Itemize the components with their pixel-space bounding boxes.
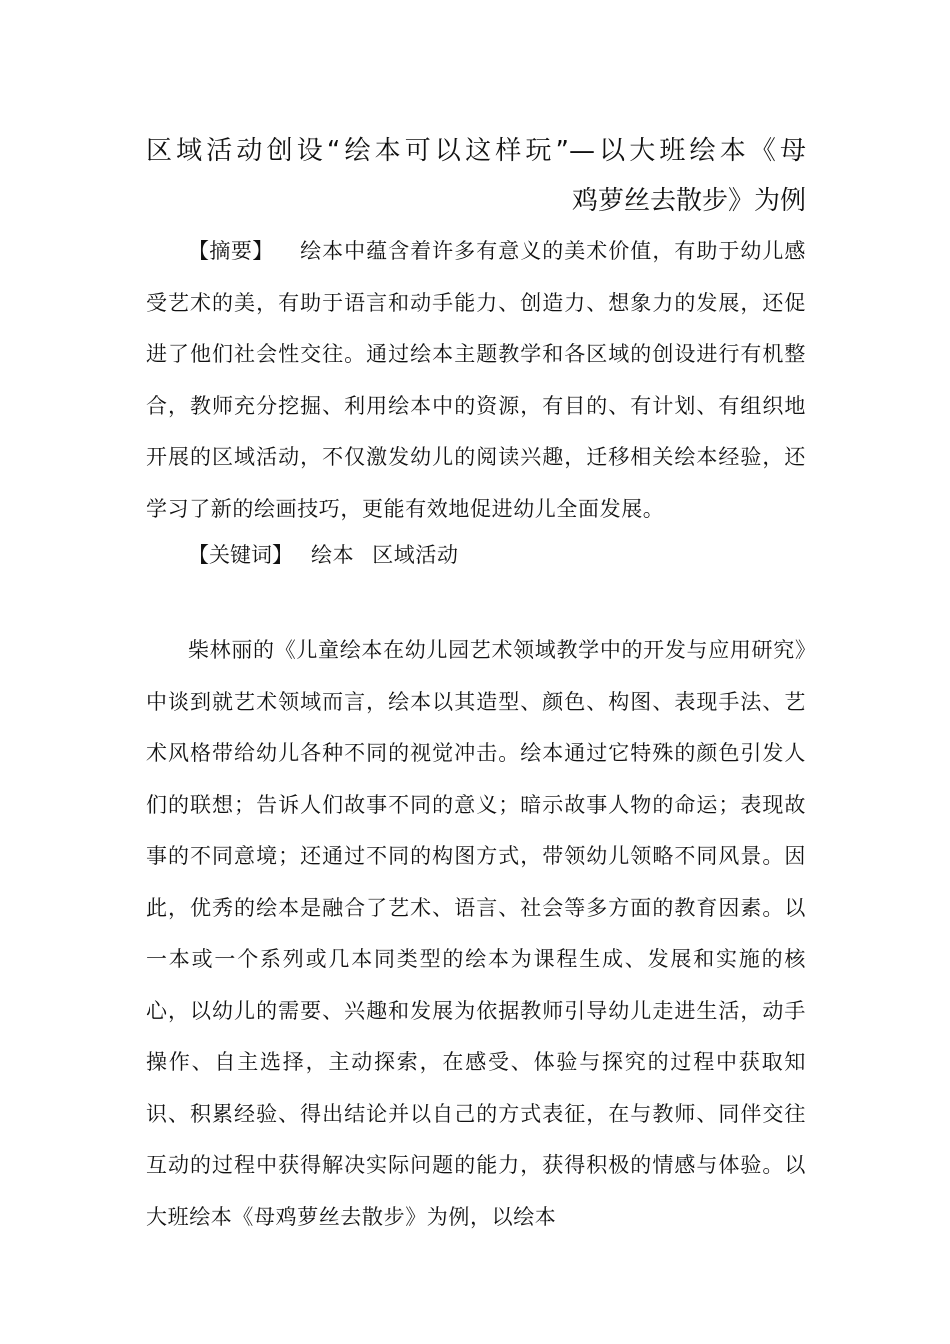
title-line-1: 区域活动创设“绘本可以这样玩”—以大班绘本《母	[146, 136, 806, 166]
document-title	[146, 126, 806, 226]
abstract-paragraph	[146, 226, 806, 535]
keyword-item: 绘本	[311, 543, 355, 567]
title-line-2: 鸡萝丝去散步》为例	[571, 186, 806, 216]
keywords-label: 【关键词】	[188, 543, 293, 567]
abstract-text: 绘本中蕴含着许多有意义的美术价值，有助于幼儿感受艺术的美，有助于语言和动手能力、创造力、想象力的发展，还促进了他们社会性交往。通过绘本主题教学和各区域的创设进行有机整合，教师充分挖掘、利用绘本中的资源，有目的、有计划、有组织地开展的区域活动，不仅激发幼儿的阅读兴趣，迁移相关绘本经验，还学习了新的绘画技巧，更能有效地促进幼儿全面发展。	[146, 239, 806, 521]
keywords-paragraph	[146, 530, 806, 582]
abstract-label: 【摘要】	[188, 239, 274, 263]
keyword-item: 区域活动	[372, 543, 459, 567]
body-paragraph: 柴林丽的《儿童绘本在幼儿园艺术领域教学中的开发与应用研究》中谈到就艺术领域而言，绘本以其造型、颜色、构图、表现手法、艺术风格带给幼儿各种不同的视觉冲击。绘本通过它特殊的颜色引发人们的联想；告诉人们故事不同的意义；暗示故事人物的命运；表现故事的不同意境；还通过不同的构图方式，带领幼儿领略不同风景。因此，优秀的绘本是融合了艺术、语言、社会等多方面的教育因素。以一本或一个系列或几本同类型的绘本为课程生成、发展和实施的核心，以幼儿的需要、兴趣和发展为依据教师引导幼儿走进生活，动手操作、自主选择，主动探索，在感受、体验与探究的过程中获取知识、积累经验、得出结论并以自己的方式表征，在与教师、同伴交往互动的过程中获得解决实际问题的能力，获得积极的情感与体验。以大班绘本《母鸡萝丝去散步》为例，以绘本	[146, 638, 806, 1229]
